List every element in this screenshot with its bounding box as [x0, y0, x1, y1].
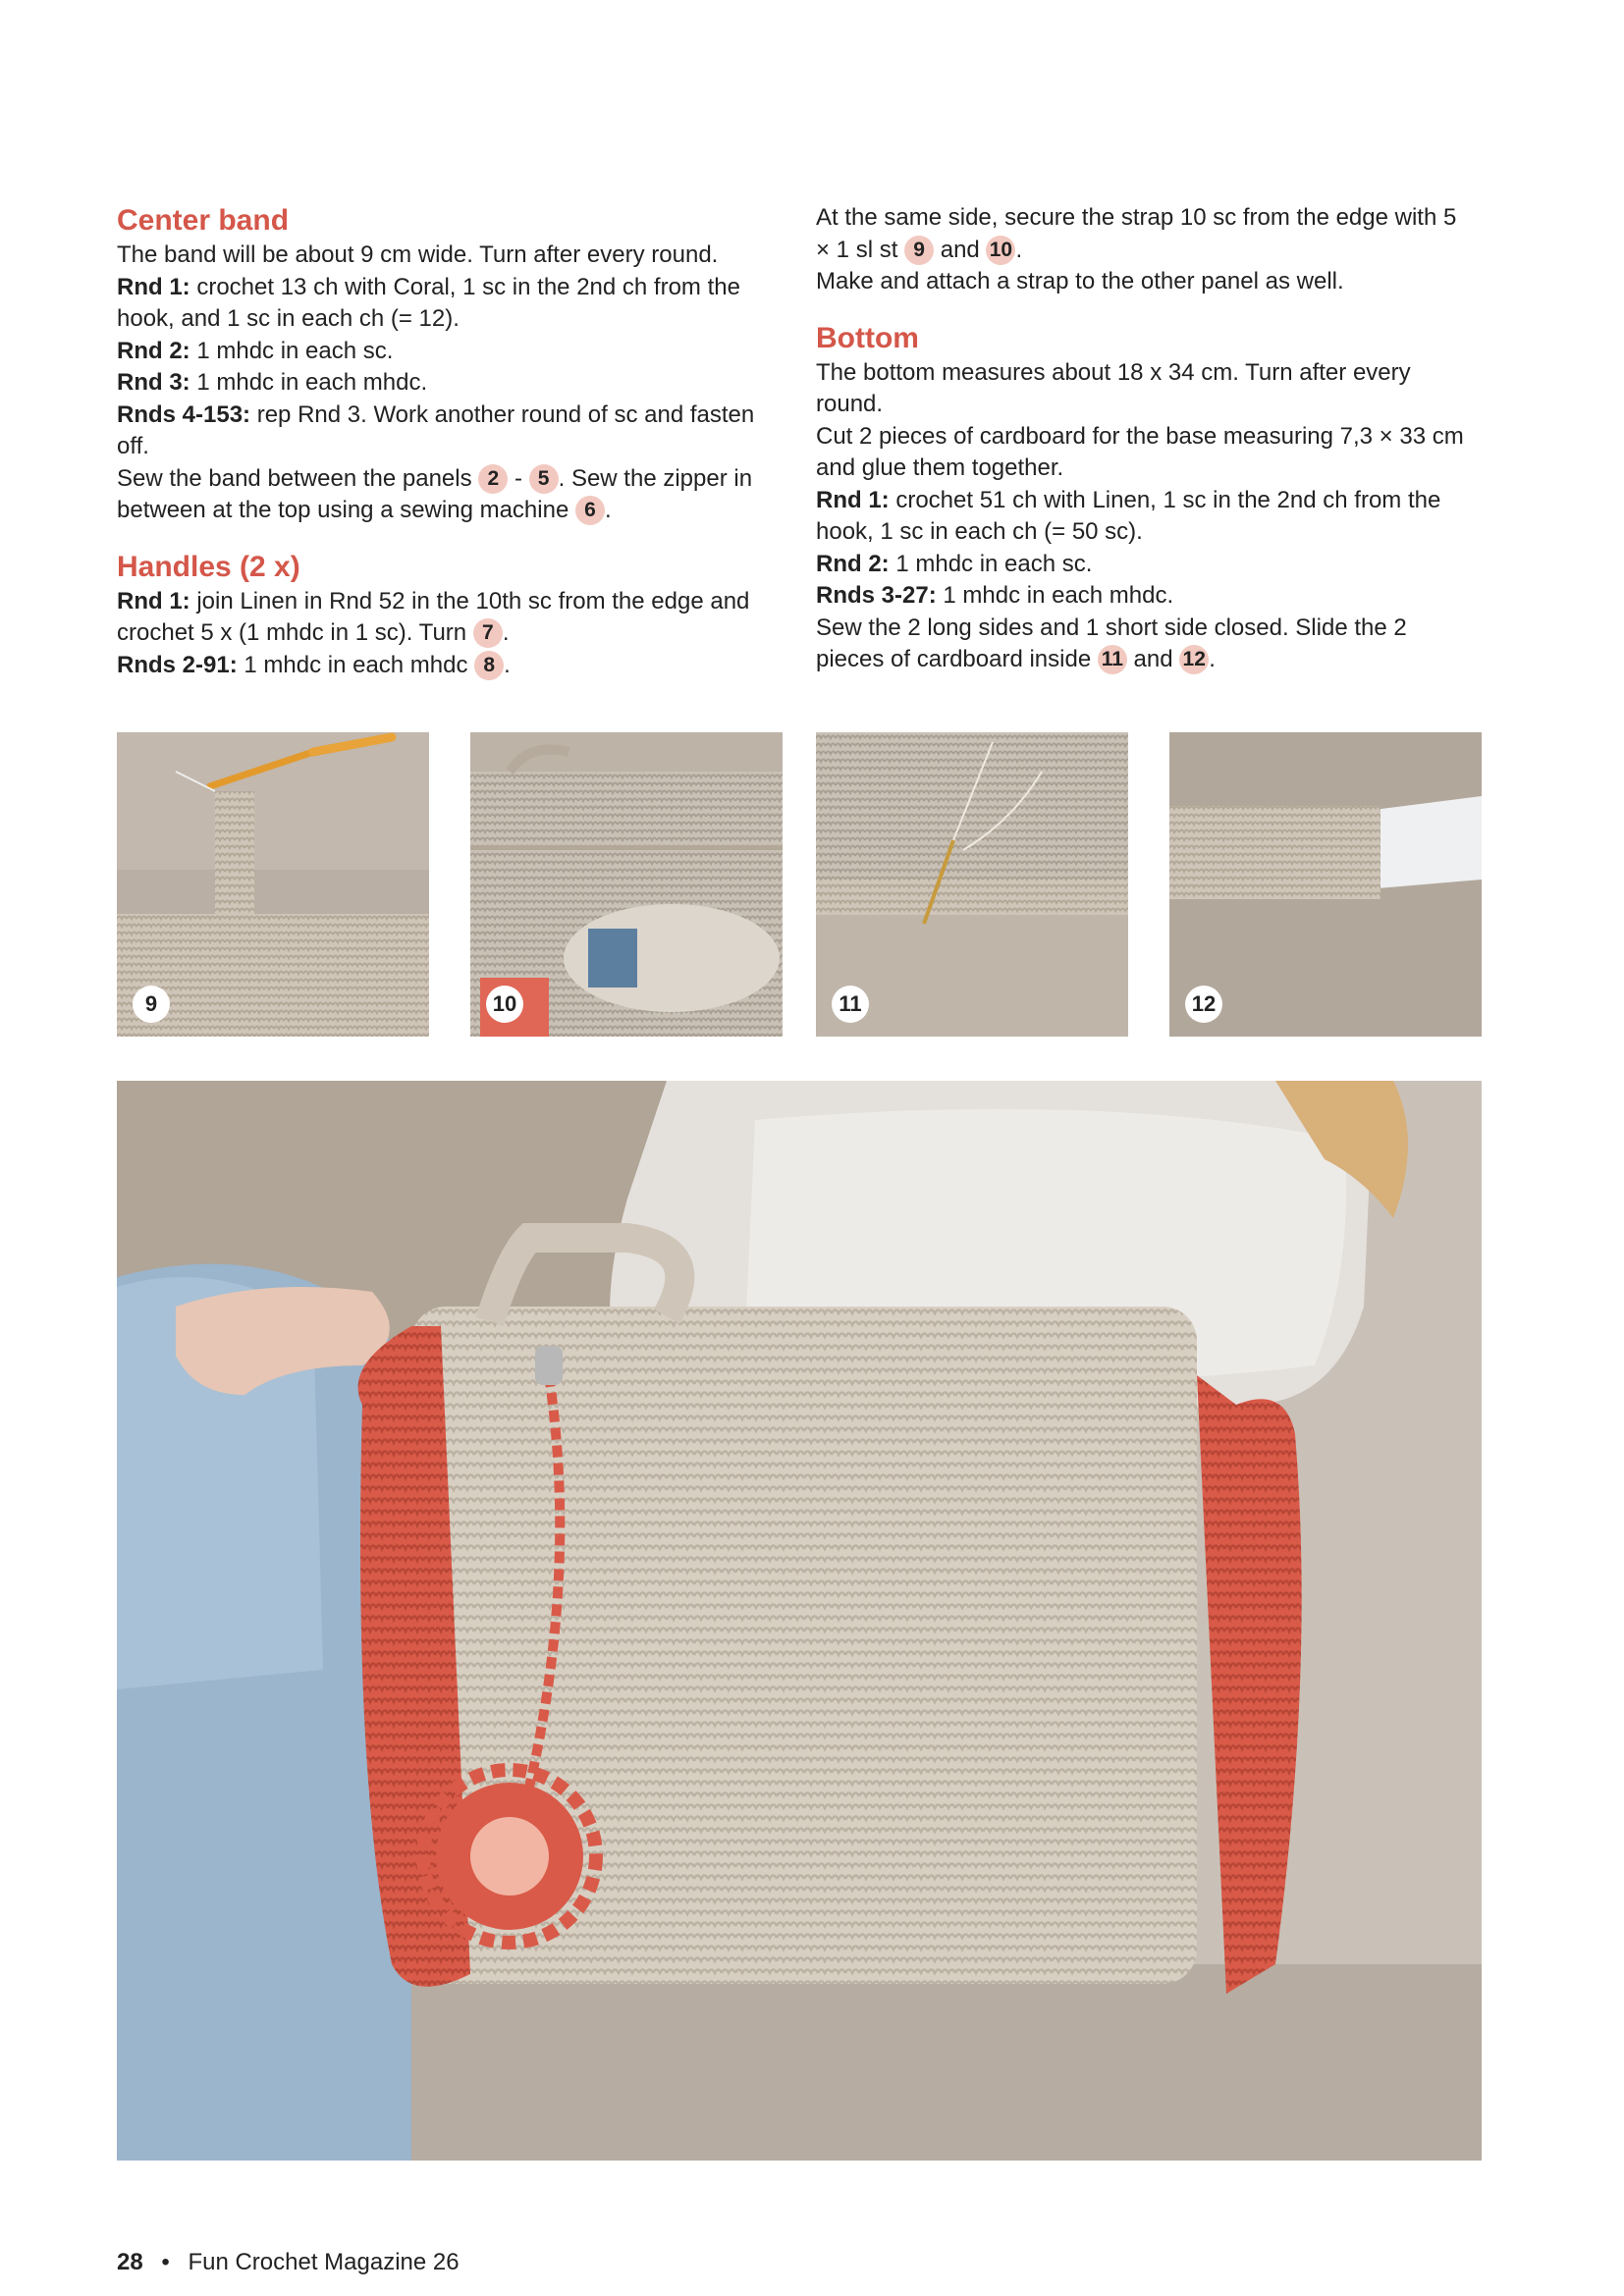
- main-bag-photo: [117, 1081, 1482, 2161]
- rnd-text: 1 mhdc in each sc.: [189, 337, 394, 364]
- step-number-badge: 12: [1185, 986, 1222, 1023]
- step-number-badge: 11: [832, 986, 869, 1023]
- right-column: [816, 202, 1470, 676]
- page-number: 28: [117, 2249, 143, 2275]
- step-ref-badge: 12: [1179, 645, 1209, 674]
- step-ref-badge: 9: [904, 236, 934, 265]
- bottom-sew: [816, 613, 1470, 676]
- rnd-text: join Linen in Rnd 52 in the 10th sc from the edge and crochet 5 x (1 mhdc in 1 sc). Turn: [117, 587, 750, 646]
- rnd-text: 1 mhdc in each mhdc.: [936, 582, 1174, 609]
- sew-text: Sew the 2 long sides and 1 short side closed. Slide the 2 pieces of cardboard inside: [816, 614, 1407, 672]
- step-photo-9: [117, 732, 429, 1037]
- strap-text: .: [1015, 236, 1023, 263]
- bottom-intro: The bottom measures about 18 x 34 cm. Turn after every round.: [816, 358, 1411, 417]
- rnd-label: Rnd 1:: [117, 273, 190, 300]
- bottom-cardboard: Cut 2 pieces of cardboard for the base measuring 7,3 × 33 cm and glue them together.: [816, 422, 1464, 481]
- center-band-rnd1: [117, 272, 771, 336]
- handles-heading: Handles (2 x): [117, 550, 300, 583]
- rnd-label: Rnds 2-91:: [117, 651, 238, 678]
- center-band-intro: The band will be about 9 cm wide. Turn after every round.: [117, 241, 719, 268]
- rnd-label: Rnd 1:: [117, 587, 190, 614]
- sew-text: .: [604, 497, 612, 523]
- step-photo-10: [470, 732, 783, 1037]
- rnd-text: .: [502, 619, 510, 646]
- center-band-rnd2: [117, 336, 771, 368]
- sew-text: Sew the band between the panels: [117, 464, 479, 492]
- sew-text: .: [1209, 646, 1216, 672]
- footer-bullet: •: [161, 2249, 170, 2275]
- step-number-badge: 10: [486, 986, 523, 1023]
- left-column: [117, 202, 771, 681]
- strap-instruction: [816, 202, 1470, 266]
- step-number-badge: 9: [133, 986, 170, 1023]
- sew-text: . Sew the zipper in between at the top using a sewing machine: [117, 464, 753, 523]
- handles-rnd1: [117, 586, 771, 650]
- step-photo-11: [816, 732, 1128, 1037]
- center-band-rnd3: [117, 367, 771, 400]
- rnd-label: Rnd 1:: [816, 486, 890, 513]
- rnd-text: .: [504, 651, 511, 678]
- step-photo-12: [1169, 732, 1482, 1037]
- bottom-rnds3: [816, 580, 1470, 613]
- rnd-text: crochet 13 ch with Coral, 1 sc in the 2nd ch from the hook, and 1 sc in each ch (= 12).: [117, 273, 740, 332]
- rnd-text: 1 mhdc in each sc.: [889, 550, 1093, 577]
- bottom-heading: Bottom: [816, 321, 919, 354]
- rnd-text: 1 mhdc in each mhdc: [237, 651, 475, 678]
- rnd-label: Rnds 3-27:: [816, 582, 937, 609]
- strap-other-panel: Make and attach a strap to the other panel as well.: [816, 268, 1344, 294]
- magazine-title: Fun Crochet Magazine 26: [188, 2249, 460, 2275]
- sew-text: and: [1126, 646, 1180, 672]
- step-ref-badge: 10: [986, 236, 1015, 265]
- bottom-rnd2: [816, 549, 1470, 581]
- handles-rnds2: [117, 650, 771, 682]
- rnd-text: 1 mhdc in each mhdc.: [189, 369, 428, 396]
- center-band-sew: [117, 463, 771, 527]
- rnd-label: Rnd 3:: [117, 369, 190, 396]
- photo-woman-with-crochet-bag: [117, 1081, 1482, 2161]
- rnd-text: rep Rnd 3. Work another round of sc and fasten off.: [117, 400, 755, 459]
- center-band-rnds4: [117, 400, 771, 463]
- rnd-label: Rnds 4-153:: [117, 400, 251, 428]
- step-ref-badge: 6: [575, 496, 605, 525]
- bottom-rnd1: [816, 485, 1470, 549]
- center-band-heading: Center band: [117, 204, 290, 237]
- step-ref-badge: 7: [473, 618, 503, 648]
- page-footer: [117, 2248, 460, 2277]
- step-ref-badge: 11: [1098, 645, 1127, 674]
- dash-text: -: [508, 464, 529, 492]
- step-ref-badge: 2: [478, 464, 508, 494]
- strap-text: At the same side, secure the strap 10 sc from the edge with 5 × 1 sl st: [816, 204, 1457, 263]
- rnd-label: Rnd 2:: [816, 550, 890, 577]
- rnd-text: crochet 51 ch with Linen, 1 sc in the 2nd ch from the hook, 1 sc in each ch (= 50 sc).: [816, 486, 1441, 545]
- rnd-label: Rnd 2:: [117, 337, 190, 364]
- step-ref-badge: 5: [529, 464, 559, 494]
- step-ref-badge: 8: [474, 651, 504, 680]
- strap-text: and: [934, 236, 987, 263]
